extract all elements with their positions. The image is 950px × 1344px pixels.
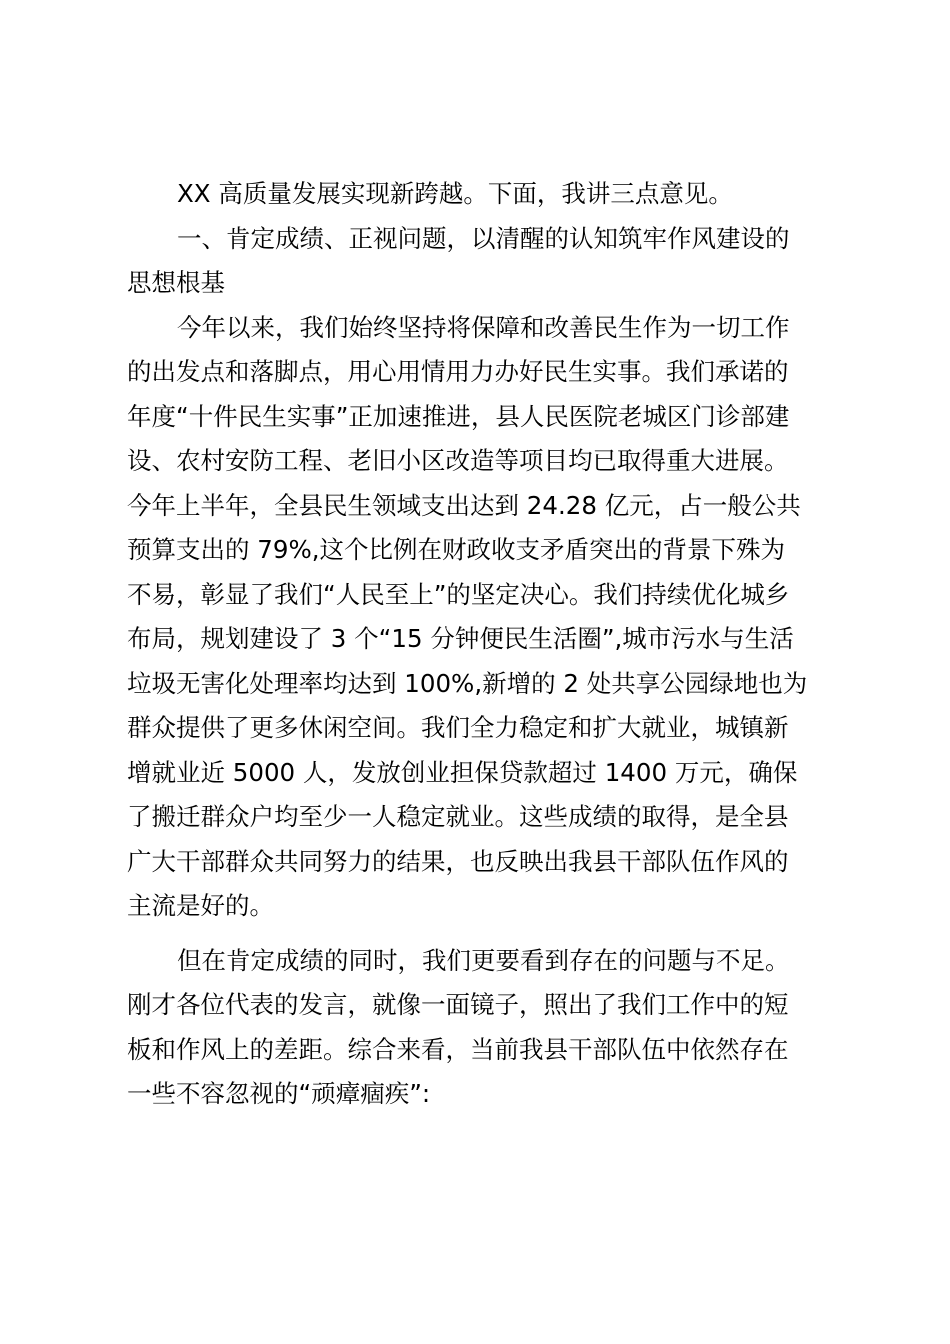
paragraph-line: 广大干部群众共同努力的结果，也反映出我县干部队伍作风的	[127, 846, 789, 876]
paragraph-line: 今年以来，我们始终坚持将保障和改善民生作为一切工作	[177, 312, 790, 342]
paragraph-line: 主流是好的。	[127, 891, 274, 920]
paragraph-line: 刚才各位代表的发言，就像一面镜子，照出了我们工作中的短	[127, 990, 789, 1019]
paragraph-line: 群众提供了更多休闲空间。我们全力稳定和扩大就业，城镇新	[127, 713, 789, 742]
section-heading-line: 思想根基	[127, 268, 225, 297]
paragraph-line: 一些不容忽视的“顽瘴痼疾”:	[127, 1079, 431, 1108]
paragraph-line: 预算支出的 79%,这个比例在财政收支矛盾突出的背景下殊为	[127, 535, 786, 564]
paragraph-line: 的出发点和落脚点，用心用情用力办好民生实事。我们承诺的	[127, 357, 789, 386]
paragraph-line: 设、农村安防工程、老旧小区改造等项目均已取得重大进展。	[127, 446, 789, 475]
paragraph-line: XX 高质量发展实现新跨越。下面，我讲三点意见。	[177, 179, 733, 208]
paragraph-line: 了搬迁群众户均至少一人稳定就业。这些成绩的取得，是全县	[127, 802, 789, 831]
paragraph-line: 垃圾无害化处理率均达到 100%,新增的 2 处共享公园绿地也为	[127, 668, 808, 698]
paragraph-line: 板和作风上的差距。综合来看，当前我县干部队伍中依然存在	[127, 1034, 789, 1064]
document-body	[127, 172, 823, 1117]
paragraph-line: 但在肯定成绩的同时，我们更要看到存在的问题与不足。	[177, 945, 790, 975]
paragraph-gap	[127, 929, 823, 939]
paragraph-line: 年度“十件民生实事”正加速推进，县人民医院老城区门诊部建	[127, 401, 790, 431]
paragraph-line: 不易，彰显了我们“人民至上”的坚定决心。我们持续优化城乡	[127, 579, 790, 609]
paragraph-line: 今年上半年，全县民生领域支出达到 24.28 亿元，占一般公共	[127, 490, 801, 520]
paragraph-line: 增就业近 5000 人，发放创业担保贷款超过 1400 万元，确保	[127, 757, 798, 787]
section-heading-line: 一、肯定成绩、正视问题，以清醒的认知筑牢作风建设的	[177, 223, 790, 253]
paragraph-line: 布局，规划建设了 3 个“15 分钟便民生活圈”,城市污水与生活	[127, 624, 794, 653]
